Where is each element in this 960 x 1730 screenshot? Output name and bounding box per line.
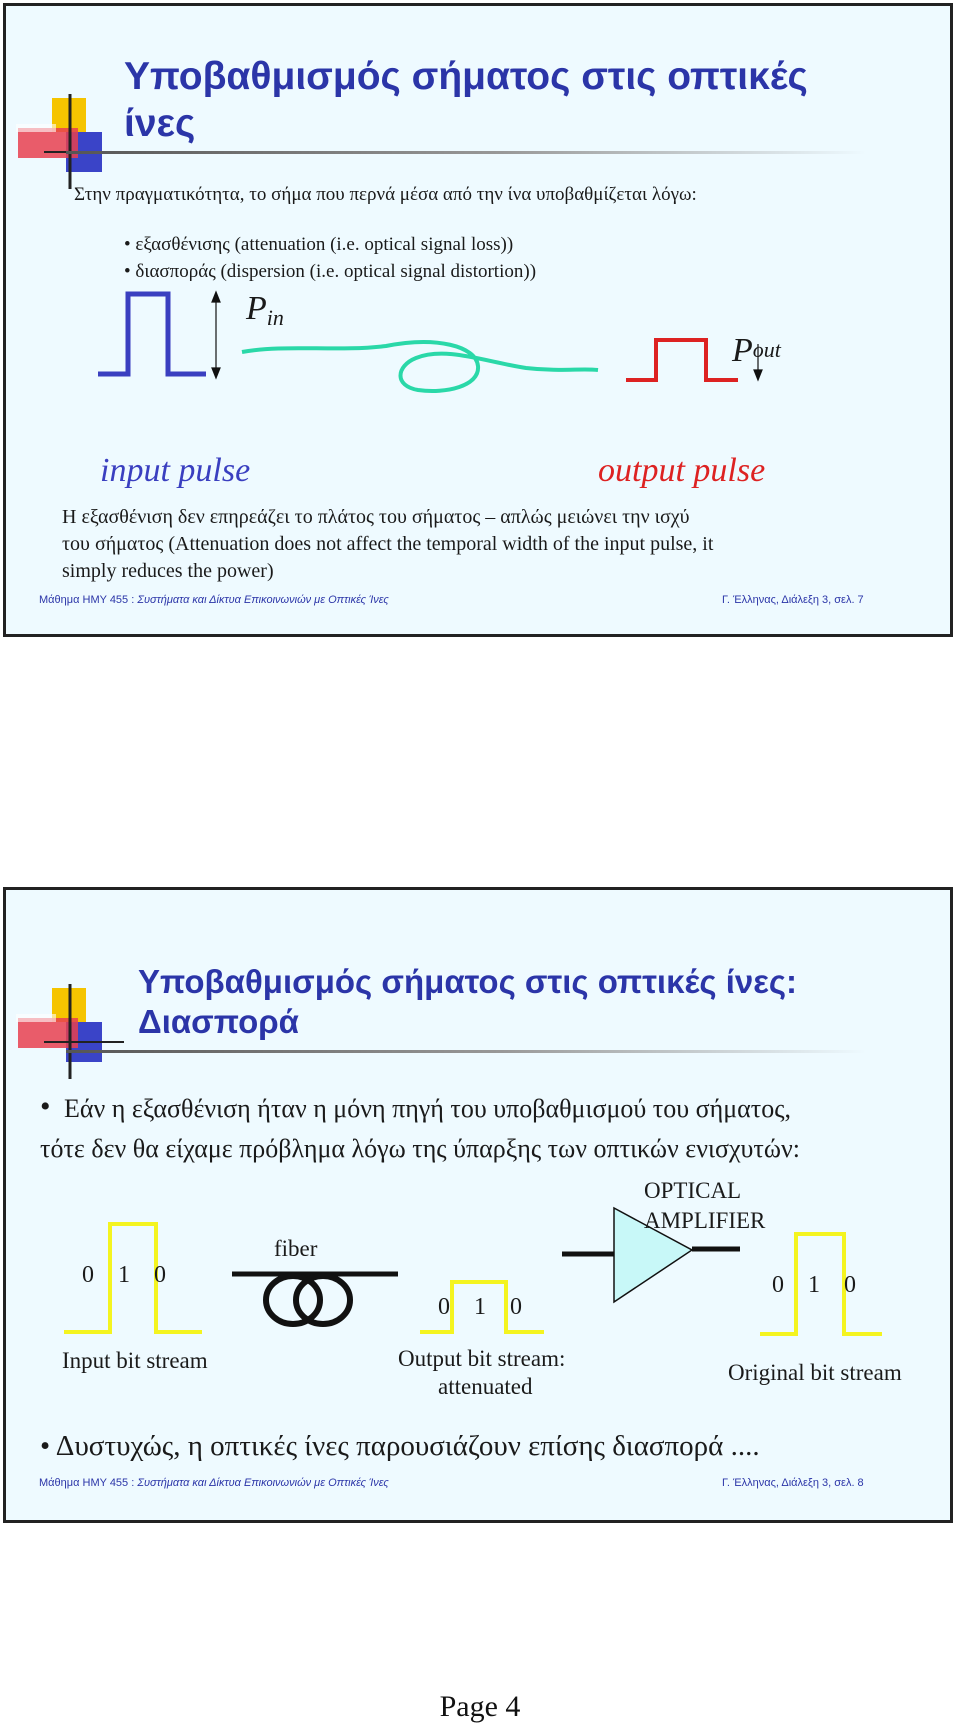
original-stream-caption: Original bit stream (728, 1360, 902, 1385)
p-in-label: $P_{in}$ (246, 290, 284, 330)
input-pulse (98, 294, 206, 374)
bullet-line-2: τότε δεν θα είχαμε πρόβλημα λόγω της ύπαρξης των οπτικών ενισχυτών: (40, 1134, 800, 1163)
bullet-attenuation: • εξασθένισης (attenuation (i.e. optical signal loss)) (124, 234, 514, 255)
slide-8 (3, 887, 953, 1523)
footer-slide-number: Γ. Έλληνας, Διάλεξη 3, σελ. 8 (722, 1477, 864, 1489)
amplifier-diagram (6, 890, 950, 1523)
intro-text: Στην πραγματικότητα, το σήμα που περνά μέσα από την ίνα υποβαθμίζεται λόγω: (74, 184, 697, 205)
slide-title-line-1: Υποβαθμισμός σήματος στις οπτικές ίνες: (138, 963, 798, 1000)
attenuation-note-line-3: simply reduces the power) (62, 560, 274, 582)
amplifier-label-line-2: AMPLIFIER (644, 1208, 766, 1233)
slide-title-line-2: ίνες (124, 101, 196, 145)
attenuation-note-line-2: του σήματος (Attenuation does not affect the temporal width of the input pulse, it (62, 533, 714, 555)
dispersion-bullet: • Δυστυχώς, η οπτικές ίνες παρουσιάζουν επίσης διασπορά .... (40, 1430, 760, 1462)
output-pulse (626, 340, 738, 380)
input-bits: 0 1 0 (82, 1262, 166, 1288)
p-in-arrow (212, 292, 220, 378)
page-number: Page 4 (439, 1690, 521, 1723)
bullet-line-1: Εάν η εξασθένιση ήταν η μόνη πηγή του υποβαθμισμού του σήματος, (64, 1094, 792, 1123)
bullet-dispersion: • διασποράς (dispersion (i.e. optical signal distortion)) (124, 261, 537, 282)
output-stream-caption-line-1: Output bit stream: (398, 1346, 566, 1371)
original-bits: 0 1 0 (772, 1272, 856, 1298)
footer-course: Μάθημα ΗΜΥ 455 : Συστήματα και Δίκτυα Επικοινωνιών με Οπτικές Ίνες (39, 594, 389, 606)
attenuation-note-line-1: Η εξασθένιση δεν επηρεάζει το πλάτος του σήματος – απλώς μειώνει την ισχύ (62, 506, 690, 528)
p-out-label: $P_{out}$ (732, 332, 781, 369)
footer-slide-number: Γ. Έλληνας, Διάλεξη 3, σελ. 7 (722, 594, 864, 606)
fiber-label: fiber (274, 1236, 318, 1261)
output-stream-caption-line-2: attenuated (438, 1374, 533, 1399)
slide-title-line-2: Διασπορά (138, 1002, 299, 1040)
bullet-marker: • (40, 1090, 51, 1123)
input-pulse-label: input pulse (100, 452, 251, 489)
fiber-loop (242, 342, 598, 391)
amplifier-label-line-1: OPTICAL (644, 1178, 742, 1203)
footer-course: Μάθημα ΗΜΥ 455 : Συστήματα και Δίκτυα Επικοινωνιών με Οπτικές Ίνες (39, 1477, 389, 1489)
output-pulse-label: output pulse (598, 452, 766, 489)
slide-title-line-1: Υποβαθμισμός σήματος στις οπτικές (124, 55, 808, 98)
input-stream-caption: Input bit stream (62, 1348, 208, 1373)
slide-7 (3, 3, 953, 637)
output-bits: 0 1 0 (438, 1294, 522, 1320)
